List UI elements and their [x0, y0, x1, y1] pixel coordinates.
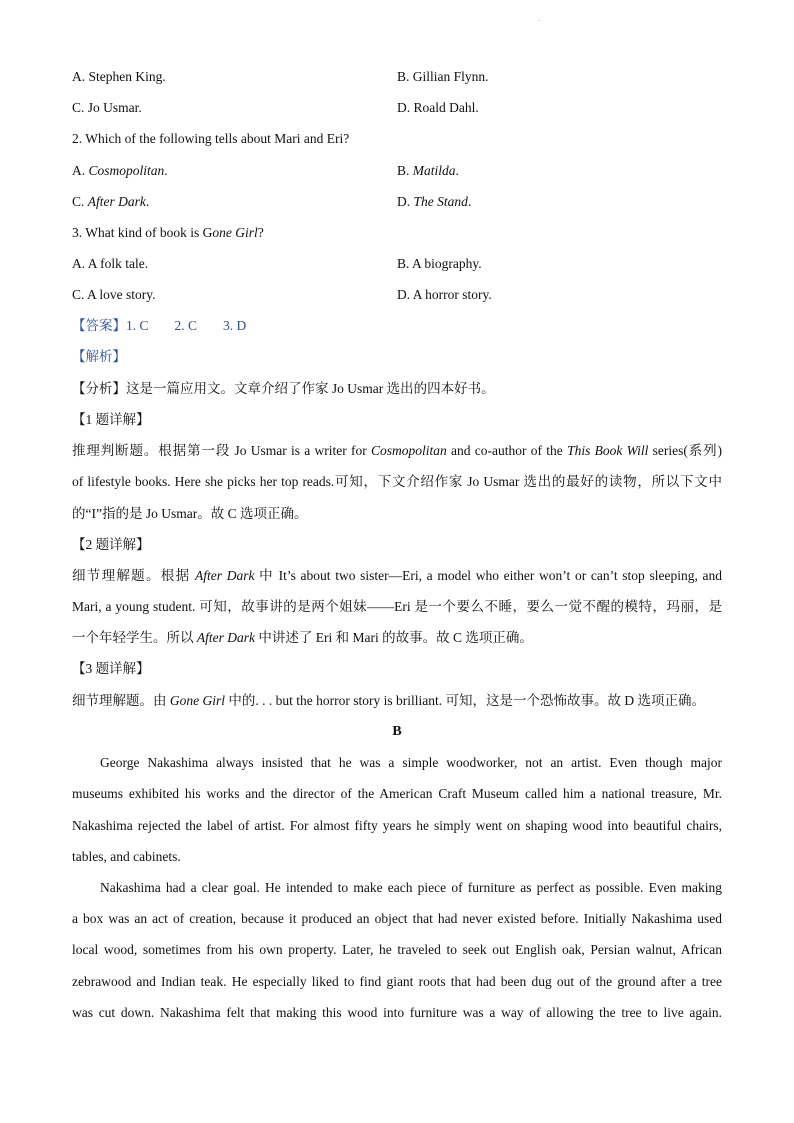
analysis-summary: 【分析】这是一篇应用文。文章介绍了作家 Jo Usmar 选出的四本好书。	[72, 381, 495, 396]
answer-line	[72, 317, 246, 335]
q3-option-b: B. A biography.	[397, 256, 482, 271]
detail-1-line-2: of lifestyle books. Here she picks her top reads.可知，下文介绍作家 Jo Usmar 选出的最好的读物，所以下文中	[72, 474, 722, 489]
q1-option-c: C. Jo Usmar.	[72, 100, 142, 115]
detail-1-line-1: 推理判断题。根据第一段 Jo Usmar is a writer for Cosmopolitan and co-author of the This Book Will series(系列)	[72, 443, 722, 458]
q1-option-a: A. Stephen King.	[72, 69, 166, 84]
q3-option-d: D. A horror story.	[397, 287, 492, 302]
passage-b-p1-line-2: museums exhibited his works and the director of the American Craft Museum called him a national treasure, Mr.	[72, 786, 722, 801]
answer-item: 3. D	[223, 318, 247, 333]
passage-b-p2-line-5: was cut down. Nakashima felt that making this wood into furniture was a way of allowing the tree to live again.	[72, 1005, 722, 1020]
passage-b-p2-line-2: a box was an act of creation, because it produced an object that had never existed before. Initially Nakashima used	[72, 911, 722, 926]
detail-1-line-3: 的“I”指的是 Jo Usmar。故 C 选项正确。	[72, 506, 308, 521]
passage-b-p1-line-3: Nakashima rejected the label of artist. For almost fifty years he simply went on shaping wood into beautiful chairs,	[72, 818, 722, 833]
analysis-label: 【解析】	[72, 349, 126, 364]
detail-2-line-3: 一个年轻学生。所以 After Dark 中讲述了 Eri 和 Mari 的故事。故 C 选项正确。	[72, 630, 533, 645]
detail-2-label: 【2 题详解】	[72, 537, 150, 552]
q2-option-c: C. After Dark.	[72, 194, 150, 209]
section-title: B	[392, 724, 402, 739]
page-mark: .	[538, 14, 540, 23]
detail-1-label: 【1 题详解】	[72, 412, 150, 427]
q2-option-a: A. Cosmopolitan.	[72, 163, 168, 178]
q3-stem: 3. What kind of book is Gone Girl?	[72, 225, 264, 240]
q2-option-b: B. Matilda.	[397, 163, 459, 178]
answer-label: 【答案】	[72, 318, 126, 333]
q3-option-c: C. A love story.	[72, 287, 156, 302]
q1-option-d: D. Roald Dahl.	[397, 100, 479, 115]
q2-option-d: D. The Stand.	[397, 194, 472, 209]
passage-b-p2-line-3: local wood, sometimes from his own property. Later, he traveled to seek out English oak, Persian walnut, African	[72, 942, 722, 957]
q3-option-a: A. A folk tale.	[72, 256, 149, 271]
answer-item: 2. C	[174, 318, 198, 333]
answer-item: 1. C	[126, 318, 149, 333]
passage-b-p1-line-1: George Nakashima always insisted that he was a simple woodworker, not an artist. Even though major	[100, 755, 722, 770]
detail-2-line-2: Mari, a young student. 可知，故事讲的是两个姐妹——Eri 是一个要么不睡，要么一觉不醒的模特，玛丽，是	[72, 599, 722, 614]
q2-stem: 2. Which of the following tells about Mari and Eri?	[72, 131, 350, 146]
detail-2-line-1: 细节理解题。根据 After Dark 中 It’s about two sister—Eri, a model who either won’t or can’t stop sleeping, and	[72, 568, 723, 583]
passage-b-p2-line-1: Nakashima had a clear goal. He intended to make each piece of furniture as perfect as possible. Even making	[100, 880, 722, 895]
passage-b-p1-line-4: tables, and cabinets.	[72, 849, 181, 864]
detail-3-line-1: 细节理解题。由 Gone Girl 中的. . . but the horror story is brilliant. 可知，这是一个恐怖故事。故 D 选项正确。	[72, 693, 705, 708]
passage-b-p2-line-4: zebrawood and Indian teak. He especially liked to find giant roots that had been dug out of the ground after a tree	[72, 974, 722, 989]
q1-option-b: B. Gillian Flynn.	[397, 69, 489, 84]
detail-3-label: 【3 题详解】	[72, 661, 150, 676]
